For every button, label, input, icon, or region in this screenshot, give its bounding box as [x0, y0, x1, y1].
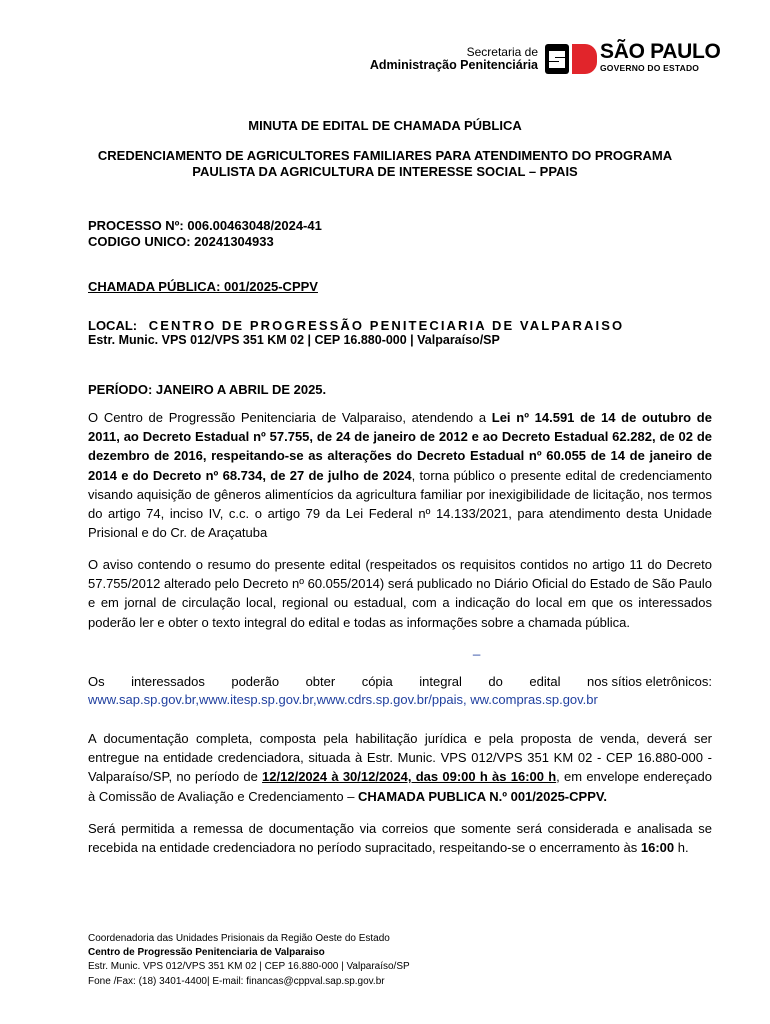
footer-line2: Centro de Progressão Penitenciaria de Valparaiso	[88, 947, 325, 959]
local-label: LOCAL:	[88, 318, 138, 333]
paragraph-intro-text-a: O Centro de Progressão Penitenciaria de Valparaiso, atendendo a	[88, 410, 492, 425]
sites-word: cópia	[361, 674, 393, 689]
correios-time: 16:00	[640, 840, 675, 856]
paragraph-intro-text-c: , torna público o presente edital de credenciamento visando aquisição de gêneros alimentícios da agricultura familiar por inexigibilidade de licitação, nos termos do artigo 74, inciso IV, c.c. o artigo 79 da Lei Federal nº 14.133/2021, para atendimento desta Unidade Prisional e do Cr. de Araçatuba	[88, 467, 712, 541]
processo-number: PROCESSO Nº: 006.00463048/2024-41	[88, 218, 322, 233]
doc-chamada-ref: CHAMADA PUBLICA N.º 001/2025-CPPV.	[358, 788, 607, 804]
doc-text-c: , em envelope endereçado à Comissão de Avaliação e Credenciamento –	[88, 769, 712, 804]
footer	[88, 932, 410, 989]
sites-word: nos sítios eletrônicos:	[586, 674, 712, 689]
chamada-publica: CHAMADA PÚBLICA: 001/2025-CPPV	[88, 279, 318, 294]
sites-word: poderão	[231, 674, 280, 689]
paragraph-correios	[88, 819, 712, 857]
paragraph-intro-law: Lei nº 14.591 de 14 de outubro de 2011, ao Decreto Estadual nº 57.755, de 24 de janeiro de 2012 e ao Decreto Estadual 62.282, de 02 de dezembro de 2016, respeitando-se as alterações do Decreto Estadual nº 60.055 de 14 de janeiro de 2014 e do Decreto nº 68.734, de 27 de julho de 2024	[88, 410, 712, 483]
sites-word: interessados	[131, 674, 205, 689]
correios-text-a: Será permitida a remessa de documentação via correios que somente será considerada e analisada se recebida na entidade credenciadora no período supracitado, respeitando-se o encerramento às	[88, 821, 712, 856]
sao-paulo-logo-icon	[545, 44, 597, 74]
sites-word: edital	[529, 674, 561, 689]
paragraph-intro	[88, 408, 712, 542]
footer-line4: Fone /Fax: (18) 3401-4400| E-mail: financas@cppval.sap.sp.gov.br	[88, 975, 385, 987]
document-subtitle-line2: PAULISTA DA AGRICULTURA DE INTERESSE SOCIAL – PPAIS	[192, 164, 578, 179]
state-name: SÃO PAULO	[600, 40, 721, 63]
codigo-unico: CODIGO UNICO: 20241304933	[88, 234, 274, 249]
sites-word: do	[488, 674, 503, 689]
periodo: PERÍODO: JANEIRO A ABRIL DE 2025.	[88, 382, 327, 397]
sites-word: obter	[305, 674, 336, 689]
document-subtitle-line1: CREDENCIAMENTO DE AGRICULTORES FAMILIARES PARA ATENDIMENTO DO PROGRAMA	[97, 148, 673, 163]
sites-word: integral	[419, 674, 462, 689]
sites-links[interactable]: www.sap.sp.gov.br,www.itesp.sp.gov.br,www.cdrs.sp.gov.br/ppais, ww.compras.sp.gov.br	[88, 692, 598, 707]
doc-text-a: A documentação completa, composta pela habilitação jurídica e pela proposta de venda, deverá ser entregue na entidade credenciadora, situada à Estr. Munic. VPS 012/VPS 351 KM 02 - CEP 16.880-000 - Valparaíso/SP, no período de	[88, 731, 712, 785]
local-address: Estr. Munic. VPS 012/VPS 351 KM 02 | CEP 16.880-000 | Valparaíso/SP	[88, 333, 500, 347]
sites-word: Os	[88, 674, 105, 689]
paragraph-documentacao	[88, 729, 712, 806]
secretaria-line1: Secretaria de	[466, 45, 538, 59]
doc-period: 12/12/2024 à 30/12/2024, das 09:00 h às 16:00 h	[262, 769, 557, 785]
paragraph-sites	[88, 672, 712, 691]
footer-line1: Coordenadoria das Unidades Prisionais da Região Oeste do Estado	[88, 933, 390, 944]
paragraph-aviso: O aviso contendo o resumo do presente edital (respeitados os requisitos contidos no artigo 11 do Decreto 57.755/2012 alterado pelo Decreto nº 60.055/2014) será publicado no Diário Oficial do Estado de São Paulo e em jornal de circulação local, regional ou estadual, com a indicação do local em que os interessados poderão ler e obter o texto integral do edital e todas as informações sobre a chamada pública.	[88, 557, 712, 630]
footer-line3: Estr. Munic. VPS 012/VPS 351 KM 02 | CEP 16.880-000 | Valparaíso/SP	[88, 961, 410, 973]
marker-dash: _	[473, 641, 481, 656]
local-value: CENTRO DE PROGRESSÃO PENITECIARIA DE VALPARAISO	[148, 318, 625, 333]
correios-text-c: h.	[674, 840, 689, 856]
secretaria-line2: Administração Penitenciária	[369, 58, 538, 72]
secretaria-header	[370, 46, 538, 72]
local-line	[88, 318, 624, 333]
document-title: MINUTA DE EDITAL DE CHAMADA PÚBLICA	[248, 118, 522, 133]
state-subtitle: GOVERNO DO ESTADO	[600, 63, 700, 73]
